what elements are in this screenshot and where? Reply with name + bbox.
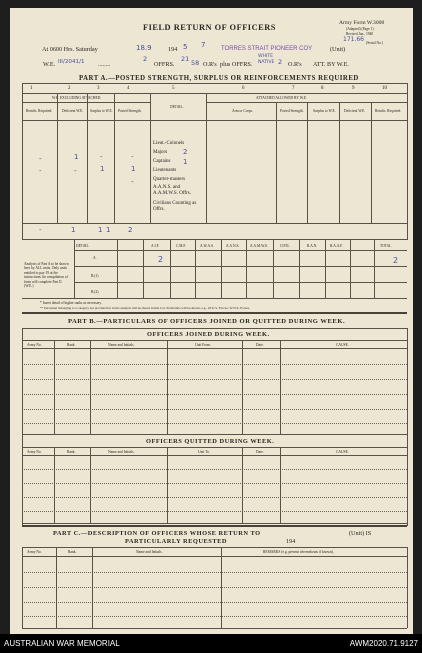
divider	[22, 556, 407, 557]
divider	[22, 523, 407, 524]
divider	[22, 340, 407, 341]
at-hours-text: At 0600 Hrs. Saturday	[42, 46, 98, 53]
offrs-prefix: 21	[181, 55, 190, 63]
grid-line	[221, 239, 222, 298]
part-c-col: Name and Initials.	[136, 550, 163, 554]
serial-value: 171.66	[343, 36, 364, 43]
ors2-value: 2	[278, 58, 283, 66]
grid-line	[371, 102, 372, 223]
grid-line	[206, 93, 207, 223]
ors-value: 58	[191, 59, 200, 67]
part-b-title: PART B.—PARTICULARS OF OFFICERS JOINED OR QUITTED DURING WEEK.	[68, 318, 346, 325]
analysis-row: B.(2)	[91, 290, 99, 294]
joined-col: Date.	[256, 343, 264, 347]
joined-col: Unit From.	[195, 343, 211, 347]
analysis-col: A.A.M.W.S.	[250, 244, 268, 248]
quitted-col: Unit To.	[198, 450, 210, 454]
quitted-col: Army No.	[27, 450, 42, 454]
joined-col: Army No.	[27, 343, 42, 347]
part-c-unit-is: (Unit) IS	[349, 530, 372, 537]
section-divider	[22, 312, 407, 314]
divider	[74, 250, 407, 251]
grid-line	[407, 328, 408, 526]
joined-heading: OFFICERS JOINED DURING WEEK.	[147, 331, 270, 338]
quitted-col: Rank.	[67, 450, 76, 454]
grid-line	[307, 102, 308, 223]
col-number: 8	[321, 86, 324, 91]
row-line	[22, 511, 407, 512]
row-line	[22, 423, 407, 424]
col-number: 3	[97, 86, 100, 91]
plus-value-white: WHITE	[258, 54, 274, 59]
sub-header: Arm or Corps.	[232, 109, 253, 113]
hw-entry: 1	[131, 165, 136, 173]
col-number: 1	[30, 86, 33, 91]
grid-line	[74, 239, 75, 298]
row-line	[22, 364, 407, 365]
footer-right: AWM2020.71.9127	[349, 639, 418, 648]
grid-line	[374, 239, 375, 298]
analysis-detail: DETAIL	[76, 244, 89, 248]
divider	[22, 298, 407, 299]
row-line	[22, 469, 407, 470]
unit-label: (Unit)	[330, 46, 346, 53]
we-dots: ........	[98, 61, 111, 68]
grid-line	[273, 239, 274, 298]
grid-line	[407, 83, 408, 240]
form-revised: Revised Jan., 1940	[346, 32, 374, 36]
grid-line	[117, 239, 118, 298]
grid-line	[54, 340, 55, 434]
divider	[22, 434, 407, 435]
grid-line	[143, 239, 144, 298]
form-title: FIELD RETURN OF OFFICERS	[143, 23, 276, 32]
quitted-col: Name and Initials.	[108, 450, 135, 454]
col-number: 10	[382, 86, 387, 91]
col-number: 6	[242, 86, 245, 91]
row-line	[22, 572, 407, 573]
grid-line	[114, 93, 115, 223]
grid-line	[22, 547, 23, 628]
grid-line	[299, 239, 300, 298]
unit-stamp: TORRES STRAIT PIONEER COY	[221, 46, 313, 52]
attached-heading: ATTACHED ALLOWED BY W.E.	[256, 96, 307, 100]
hw-entry: 1	[100, 165, 105, 173]
grid-line	[195, 239, 196, 298]
analysis-note: Analysis of Part A to be shown here by ALL units. Only units entitled to pay 19 at the instructions for compilation of form will complete Part II (W.E.)	[24, 262, 69, 289]
rank-label: A.A.N.S. and A.A.M.W.S. Offrs.	[153, 185, 191, 196]
hw-entry: -	[39, 155, 42, 163]
part-c-title: PART C.—DESCRIPTION OF OFFICERS WHOSE RETURN TO	[53, 530, 261, 537]
quitted-col: Date.	[256, 450, 264, 454]
grid-line	[167, 447, 168, 523]
footer-left: AUSTRALIAN WAR MEMORIAL	[4, 639, 120, 648]
col-number: 5	[172, 86, 175, 91]
divider	[22, 328, 407, 329]
we-excluding-heading: W.E. EXCLUDING ATTACHED.	[52, 96, 102, 100]
sub-header: Deficient W.E.	[344, 109, 366, 113]
hw-entry: -	[39, 167, 42, 175]
row-line	[22, 497, 407, 498]
analysis-total-value: 2	[393, 256, 399, 265]
form-number: Army Form W.3008	[339, 20, 385, 26]
footer-bar	[0, 634, 422, 653]
hw-total: 2	[128, 226, 133, 234]
sub-header: Surplus to W.E.	[90, 109, 113, 113]
form-adapted: (Adapted) (Page 1)	[346, 27, 374, 31]
plus-value-native: NATIVE	[258, 60, 275, 65]
grid-line	[87, 93, 88, 223]
we-label: W.E.	[43, 61, 56, 68]
col-number: 2	[68, 86, 71, 91]
row-line	[22, 616, 407, 617]
offrs-label: OFFRS.	[154, 61, 175, 68]
grid-line	[167, 340, 168, 434]
section-divider	[22, 525, 407, 527]
part-c-year: 194	[286, 538, 296, 545]
hw-total: 1	[71, 226, 76, 234]
analysis-col: R.A.N.	[307, 244, 318, 248]
grid-line	[92, 547, 93, 628]
hw-total: -	[39, 226, 42, 234]
hw-entry: 1	[74, 153, 79, 161]
divider	[22, 628, 407, 629]
detail-heading: DETAIL.	[170, 105, 184, 109]
grid-line	[339, 102, 340, 223]
sub-header: Reinfts. Required.	[375, 109, 402, 113]
analysis-col: A.I.F.	[151, 244, 160, 248]
row-line	[22, 394, 407, 395]
rank-label: Lieut.-Colonels	[153, 141, 185, 146]
divider	[74, 282, 407, 283]
grid-line	[56, 547, 57, 628]
grid-line	[90, 340, 91, 434]
quitted-heading: OFFICERS QUITTED DURING WEEK.	[146, 438, 275, 445]
grid-line	[221, 547, 222, 628]
att-label: ATT. BY W.E.	[313, 61, 349, 68]
row-line	[22, 587, 407, 588]
grid-line	[54, 447, 55, 523]
part-c-title2: PARTICULARLY REQUESTED	[125, 538, 227, 545]
row-line	[22, 409, 407, 410]
ors-label: O.R's	[203, 61, 217, 68]
grid-line	[325, 239, 326, 298]
offrs-value: 2	[143, 55, 148, 63]
part-a-title: PART A.—POSTED STRENGTH, SURPLUS OR REINFORCEMENTS REQUIRED	[79, 75, 359, 82]
divider	[22, 83, 407, 84]
part-c-col: Army No.	[27, 550, 42, 554]
footnote: * Insert detail of higher ranks as necessary.	[40, 301, 102, 305]
hw-entry: -	[131, 178, 134, 186]
divider	[22, 102, 150, 103]
footnote: ** Personnel belonging to a category not provided for in the analysis will be shown in this Col. Particulars will be shown, e.g., 20 U.S. Forces; 32 N.Z. Forces.	[40, 306, 250, 310]
row-line	[22, 483, 407, 484]
year-prefix: 194	[168, 46, 178, 53]
hw-entry: -	[100, 153, 103, 161]
joined-col: Name and Initials.	[108, 343, 135, 347]
row-line	[22, 379, 407, 380]
grid-line	[242, 340, 243, 434]
col-number: 4	[127, 86, 130, 91]
hw-entry: 1	[183, 158, 188, 166]
part-c-col: REMARKS (e.g. present whereabouts if known).	[263, 550, 334, 554]
grid-line	[407, 547, 408, 628]
sub-header: Posted Strength.	[280, 109, 304, 113]
hw-entry: -	[131, 153, 134, 161]
row-line	[22, 602, 407, 603]
ors2-label: O.R's	[288, 61, 302, 68]
analysis-col: A.W.A.S.	[200, 244, 214, 248]
divider	[22, 93, 407, 94]
grid-line	[150, 93, 151, 223]
analysis-col: TOTAL	[380, 244, 392, 248]
divider	[22, 120, 407, 121]
sub-header: Posted Strength.	[118, 109, 142, 113]
serial-label: (Serial No.)	[366, 41, 383, 45]
part-c-col: Rank.	[68, 550, 77, 554]
grid-line	[350, 239, 351, 298]
grid-line	[276, 102, 277, 223]
rank-label: Civilians Counting as Offrs.	[153, 201, 197, 212]
analysis-col: C.M.F.	[176, 244, 186, 248]
analysis-col: CIVIL	[280, 244, 290, 248]
year-digit: 5	[183, 43, 188, 51]
form-sheet	[10, 8, 413, 634]
divider	[22, 223, 407, 224]
analysis-col: R.A.A.F.	[330, 244, 343, 248]
rank-label: Lieutenants	[153, 168, 177, 173]
hw-entry: 2	[183, 148, 188, 156]
sub-header: Reinfts. Required.	[26, 109, 53, 113]
hw-total: 1	[106, 226, 111, 234]
rank-label: Quarter-masters	[153, 177, 186, 182]
divider	[22, 455, 407, 456]
divider	[22, 547, 407, 548]
grid-line	[280, 340, 281, 434]
joined-col: Rank.	[67, 343, 76, 347]
joined-col: CAUSE.	[336, 343, 349, 347]
col-number: 7	[292, 86, 295, 91]
grid-line	[280, 447, 281, 523]
analysis-col: A.A.N.S.	[226, 244, 240, 248]
grid-line	[90, 447, 91, 523]
divider	[22, 447, 407, 448]
analysis-row: A.	[93, 256, 97, 260]
divider	[22, 348, 407, 349]
rank-label: Captains	[153, 159, 171, 164]
analysis-row: B.(1)	[91, 274, 99, 278]
we-value: III/2041/1	[58, 59, 85, 65]
hw-entry: -	[74, 167, 77, 175]
col-number: 9	[352, 86, 355, 91]
plus-offrs-label: plus OFFRS.	[220, 61, 253, 68]
quitted-col: CAUSE.	[336, 450, 349, 454]
grid-line	[57, 93, 58, 223]
grid-line	[242, 447, 243, 523]
date-value: 18.9	[136, 44, 152, 52]
grid-line	[170, 239, 171, 298]
unit-number: 7	[201, 41, 206, 49]
rank-label: Majors	[153, 150, 168, 155]
grid-line	[22, 83, 23, 240]
grid-line	[246, 239, 247, 298]
hw-total: 1	[98, 226, 103, 234]
analysis-aif-value: 2	[158, 255, 164, 264]
sub-header: Deficient W.E.	[62, 109, 84, 113]
sub-header: Surplus to W.E.	[313, 109, 336, 113]
divider	[74, 266, 407, 267]
